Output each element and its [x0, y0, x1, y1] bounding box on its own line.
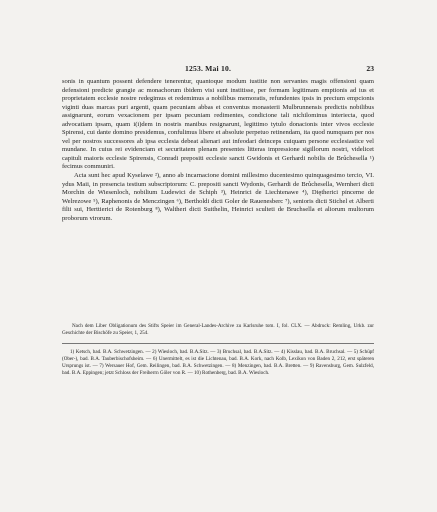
charter-text — [62, 78, 374, 223]
charter-paragraph-1: sonis in quantum possent defendere tenerentur, quantoque modum iustitie non servantes magis offensioni quam defensioni predicte grangie ac monachorum ibidem visi sunt institisse, per formam legitimam emptionis ad ius et proprietatem ecclesie nostre redegimus et redemimus a nobilibus memoratis, refundentes ipsis in precium empcionis viginti duas marcas puri argenti, quam pecuniam abbas et conventus monasterii Mulbrunnensis predictis nobilibus assignarunt, eorum vexacionem per ipsam pecuniam redimentes, condicione tali nichilominus interiecta, quod advocatiam ipsam, quam i(i)dem in nostris manibus resignarunt, legittimo tytulo donacionis inter vivos ecclesie Spirensi, cui dante domino presidemus, confulimus libere et absolute perpetuo retinendam, ita quod numquam per nos vel per nostros successores ab ipsa ecclesia debeat alienari aut infeodari deinceps cuiquam persone ecclesiastice vel mundane. In cuius rei evidenciam et securitatem plenam presentes litteras impressione sigillorum nostri, videlicet capituli maioris ecclesie Spirensis, Conradi prepositi ecclesie sancti Gwidonis et Gerhardi nobilis de Brůchesella ¹) fecimus communiri. — [62, 78, 374, 171]
running-head-date: 1253. Mai 10. — [185, 64, 232, 73]
page-header — [62, 64, 374, 76]
footnote-divider — [62, 343, 374, 344]
charter-paragraph-2: Acta sunt hec apud Kyselawe ²), anno ab incarnacione domini millesimo ducentesimo quinquagesimo tercio, VI. ydus Maii, in presencia testium subscriptorum: C. prepositi sancti Wydonis, Gerhardi de Brůchesella, Wernheri dicti Morchin de Wiesenloch, nobilium Ludewici de Schiph ³), Heinrici de Liechtenawe ⁴), Diętherici pincerne de Welrezowe ⁵), Raphenonis de Menczingen ⁶), Bertholdi dicti Goler de Rauenesberc ⁷), senioris dicti Stichel et Alberti filii sui, Herttierici de Rotenburg ⁸), Waltheri dicti Suithelin, Heinrici sculteti de Bruchsella et aliorum multorum proborum virorum. — [62, 172, 374, 222]
footnote-block: 1) Ketsch, bad. B.A. Schwetzingen. — 2) Wiesloch, bad. B.A.Sitz. — 3) Bruchsal, bad. B.A.Sitz. — 4) Kisslau, bad. B.A. Bruchsal. — 5) Schüpf (Ober-), bad. B.A. Tauberbischofsheim. — 6) Unermittelt, es ist die Lichtenau, bad. B.A. Kork, nach Kolb, Lexikon von Baden 2, 212, erst späteren Ursprungs ist. — 7) Wersauer Hof, Gem. Reilingen, bad. B.A. Schwetzingen. — 8) Menzingen, bad. B.A. Bretten. — 9) Ravensburg, Gem. Sulzfeld, bad. B.A. Eppingen; jetzt Schloss der Freiherrn Göler von R. — 10) Rothenberg, bad. B.A. Wiesloch. — [62, 349, 374, 376]
source-note: Nach dem Liber Obligationum des Stifts Speier im General-Landes-Archive zu Karlsruhe tom. I, fol. CLX. — Abdruck: Remling, Urkb. zur Geschichte der Bischöfe zu Speier, 1, 254. — [62, 323, 374, 336]
page-number: 23 — [366, 64, 374, 73]
footnotes — [62, 349, 374, 377]
